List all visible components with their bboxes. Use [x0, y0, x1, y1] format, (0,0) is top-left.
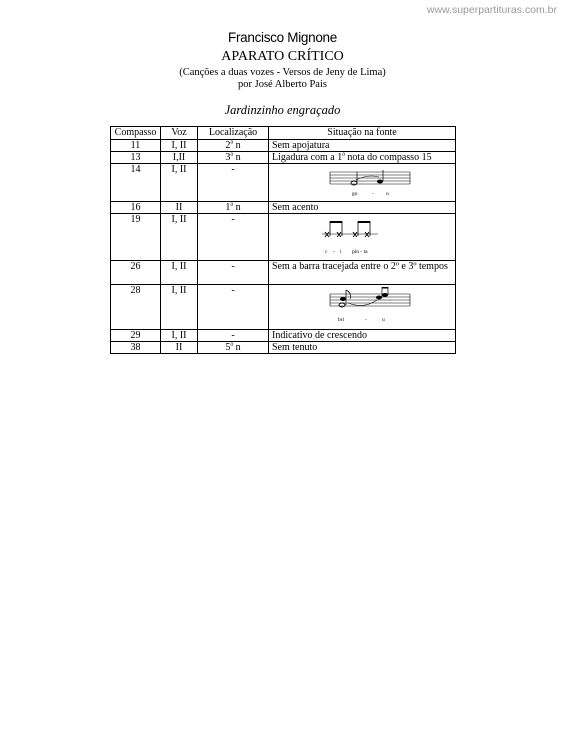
cell-situacao: Ligadura com a 1$^a$ nota do compasso 15: [269, 152, 456, 164]
cell-situacao: Sem a barra tracejada entre o 2º e 3º tempos: [269, 261, 456, 285]
cell-situacao-music: [269, 285, 456, 330]
lyric-syllable: go: [352, 191, 358, 197]
lyric-syllable: c: [325, 249, 328, 255]
cell-localizacao: -: [198, 261, 269, 285]
composer-name: Francisco Mignone: [228, 30, 337, 45]
lyric-syllable: bri: [338, 317, 345, 323]
cell-localizacao: 1$^a$ n: [198, 202, 269, 214]
critical-apparatus-table: [110, 126, 456, 354]
cell-voz: I, II: [161, 261, 198, 285]
beam-icon: [358, 221, 370, 223]
flag-icon: [346, 290, 351, 299]
cell-voz: I, II: [161, 214, 198, 261]
cell-localizacao: 2$^a$ n: [198, 140, 269, 152]
lyric-syllable: -: [372, 191, 374, 197]
table-row: [111, 261, 456, 285]
table-row: [111, 140, 456, 152]
header-compasso: Compasso: [111, 127, 161, 140]
table-row: [111, 164, 456, 202]
lyric-syllable: u: [382, 317, 385, 323]
lyric-syllable: u: [386, 191, 389, 197]
table-row: [111, 202, 456, 214]
cell-voz: I, II: [161, 164, 198, 202]
cross-notehead-icon: [325, 232, 369, 237]
cell-localizacao: -: [198, 330, 269, 342]
header-voz: Voz: [161, 127, 198, 140]
cell-compasso: 14: [111, 164, 161, 202]
cell-compasso: 28: [111, 285, 161, 330]
header-situacao: Situação na fonte: [269, 127, 456, 140]
music-example-m28: [272, 285, 458, 329]
quarter-note-icon: [376, 296, 382, 300]
beam-icon: [382, 287, 388, 289]
table-row: [111, 342, 456, 354]
cell-localizacao: 5$^a$ n: [198, 342, 269, 354]
cell-situacao-music: [269, 164, 456, 202]
half-note-icon: [339, 303, 345, 307]
table-row: [111, 285, 456, 330]
cell-compasso: 16: [111, 202, 161, 214]
header-localizacao: Localização: [198, 127, 269, 140]
quarter-note-icon: [377, 180, 383, 184]
cell-voz: II: [161, 202, 198, 214]
lyric-syllable: i: [340, 249, 342, 255]
table-row: [111, 152, 456, 164]
cell-situacao: Sem apojatura: [269, 140, 456, 152]
cell-voz: I, II: [161, 330, 198, 342]
section-title: Jardinzinho engraçado: [224, 103, 341, 117]
cell-localizacao: -: [198, 214, 269, 261]
table-row: [111, 330, 456, 342]
cell-localizacao: -: [198, 164, 269, 202]
cell-voz: I, II: [161, 140, 198, 152]
cell-compasso: 29: [111, 330, 161, 342]
document-title: APARATO CRÍTICO: [221, 49, 344, 64]
music-example-m14: [272, 164, 458, 201]
cell-compasso: 26: [111, 261, 161, 285]
cell-situacao-music: [269, 214, 456, 261]
cell-situacao: Indicativo de crescendo: [269, 330, 456, 342]
half-note-icon: [351, 181, 357, 185]
lyric-syllable: -: [365, 317, 367, 323]
lyric-syllable: -: [333, 249, 335, 255]
watermark: www.superpartituras.com.br: [426, 4, 557, 16]
document-subtitle: (Canções a duas vozes - Versos de Jeny de Lima): [179, 67, 386, 78]
document-author: por José Alberto Pais: [238, 79, 327, 90]
cell-situacao: Sem tenuto: [269, 342, 456, 354]
beam-icon: [330, 221, 342, 223]
cell-compasso: 38: [111, 342, 161, 354]
quarter-note-icon: [340, 297, 346, 301]
cell-compasso: 19: [111, 214, 161, 261]
cell-compasso: 11: [111, 140, 161, 152]
cell-voz: II: [161, 342, 198, 354]
lyric-syllable: pin - ta: [352, 249, 368, 255]
cell-localizacao: -: [198, 285, 269, 330]
table-header-row: [111, 127, 456, 140]
quarter-note-icon: [382, 293, 388, 297]
cell-voz: I, II: [161, 285, 198, 330]
cell-situacao: Sem acento: [269, 202, 456, 214]
cell-localizacao: 3$^a$ n: [198, 152, 269, 164]
table-row: [111, 214, 456, 261]
cell-voz: I,II: [161, 152, 198, 164]
music-example-m19: [272, 214, 458, 260]
cell-compasso: 13: [111, 152, 161, 164]
